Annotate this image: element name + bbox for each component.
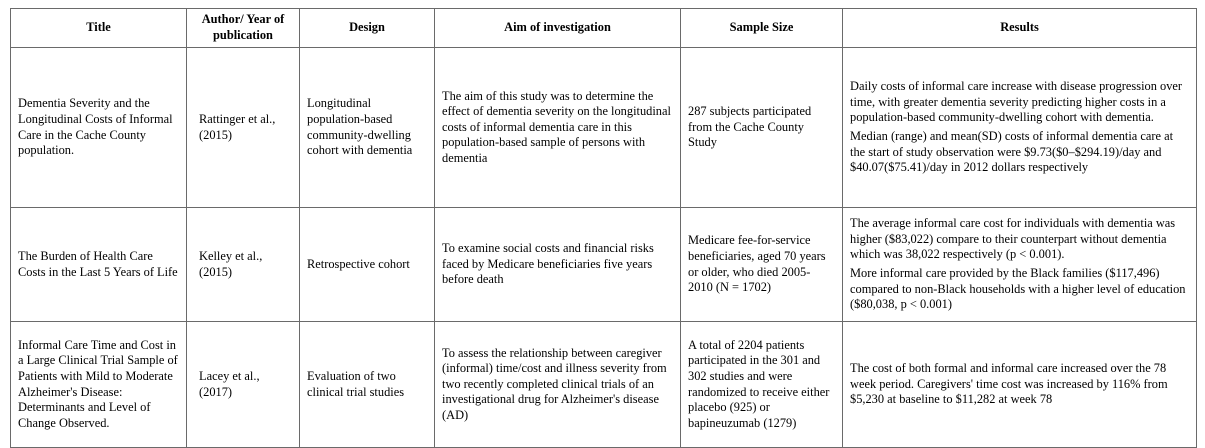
cell-title: The Burden of Health Care Costs in the Last 5 Years of Life bbox=[11, 208, 187, 322]
header-aim: Aim of investigation bbox=[435, 9, 681, 48]
cell-author: Kelley et al., (2015) bbox=[187, 208, 300, 322]
table-row bbox=[11, 208, 1197, 322]
cell-title: Dementia Severity and the Longitudinal Costs of Informal Care in the Cache County population. bbox=[11, 48, 187, 208]
header-sample-size: Sample Size bbox=[681, 9, 843, 48]
results-paragraph: More informal care provided by the Black families ($117,496) compared to non-Black households with a higher level of education ($80,038, p < 0.001) bbox=[850, 266, 1186, 312]
header-title: Title bbox=[11, 9, 187, 48]
literature-review-table bbox=[10, 8, 1197, 448]
results-paragraph: Daily costs of informal care increase with disease progression over time, with greater dementia severity predicting higher costs in a population-based community-dwelling cohort with dementia. bbox=[850, 79, 1183, 125]
cell-design: Retrospective cohort bbox=[300, 208, 435, 322]
cell-aim: To examine social costs and financial risks faced by Medicare beneficiaries five years before death bbox=[435, 208, 681, 322]
cell-sample: 287 subjects participated from the Cache County Study bbox=[681, 48, 843, 208]
table-body bbox=[11, 48, 1197, 448]
cell-aim: The aim of this study was to determine the effect of dementia severity on the longitudinal costs of informal dementia care in this population-based sample of persons with dementia bbox=[435, 48, 681, 208]
cell-author: Lacey et al., (2017) bbox=[187, 322, 300, 448]
cell-design: Evaluation of two clinical trial studies bbox=[300, 322, 435, 448]
header-results: Results bbox=[843, 9, 1197, 48]
header-author-year: Author/ Year of publication bbox=[187, 9, 300, 48]
cell-sample: Medicare fee-for-service beneficiaries, aged 70 years or older, who died 2005-2010 (N = 1702) bbox=[681, 208, 843, 322]
cell-results bbox=[843, 48, 1197, 208]
cell-sample: A total of 2204 patients participated in the 301 and 302 studies and were randomized to receive either placebo (925) or bapineuzumab (1279) bbox=[681, 322, 843, 448]
results-paragraph: The average informal care cost for individuals with dementia was higher ($83,022) compare to their counterpart without dementia which was 38,022 respectively (p < 0.001). bbox=[850, 216, 1176, 262]
table-row bbox=[11, 48, 1197, 208]
results-paragraph: Median (range) and mean(SD) costs of informal dementia care at the start of study observation were $9.73($0–$294.19)/day and $40.07($75.41)/day in 2012 dollars respectively bbox=[850, 129, 1174, 175]
table-row bbox=[11, 322, 1197, 448]
cell-title: Informal Care Time and Cost in a Large Clinical Trial Sample of Patients with Mild to Moderate Alzheimer's Disease: Determinants and Level of Change Observed. bbox=[11, 322, 187, 448]
header-design: Design bbox=[300, 9, 435, 48]
table-header bbox=[11, 9, 1197, 48]
header-row bbox=[11, 9, 1197, 48]
cell-design: Longitudinal population-based community-dwelling cohort with dementia bbox=[300, 48, 435, 208]
results-paragraph: The cost of both formal and informal care increased over the 78 week period. Caregivers' time cost was increased by 116% from $5,230 at baseline to $11,282 at week 78 bbox=[850, 361, 1168, 407]
cell-aim: To assess the relationship between caregiver (informal) time/cost and illness severity from two recently completed clinical trials of an investigational drug for Alzheimer's disease (AD) bbox=[435, 322, 681, 448]
cell-results bbox=[843, 322, 1197, 448]
cell-author: Rattinger et al., (2015) bbox=[187, 48, 300, 208]
cell-results bbox=[843, 208, 1197, 322]
